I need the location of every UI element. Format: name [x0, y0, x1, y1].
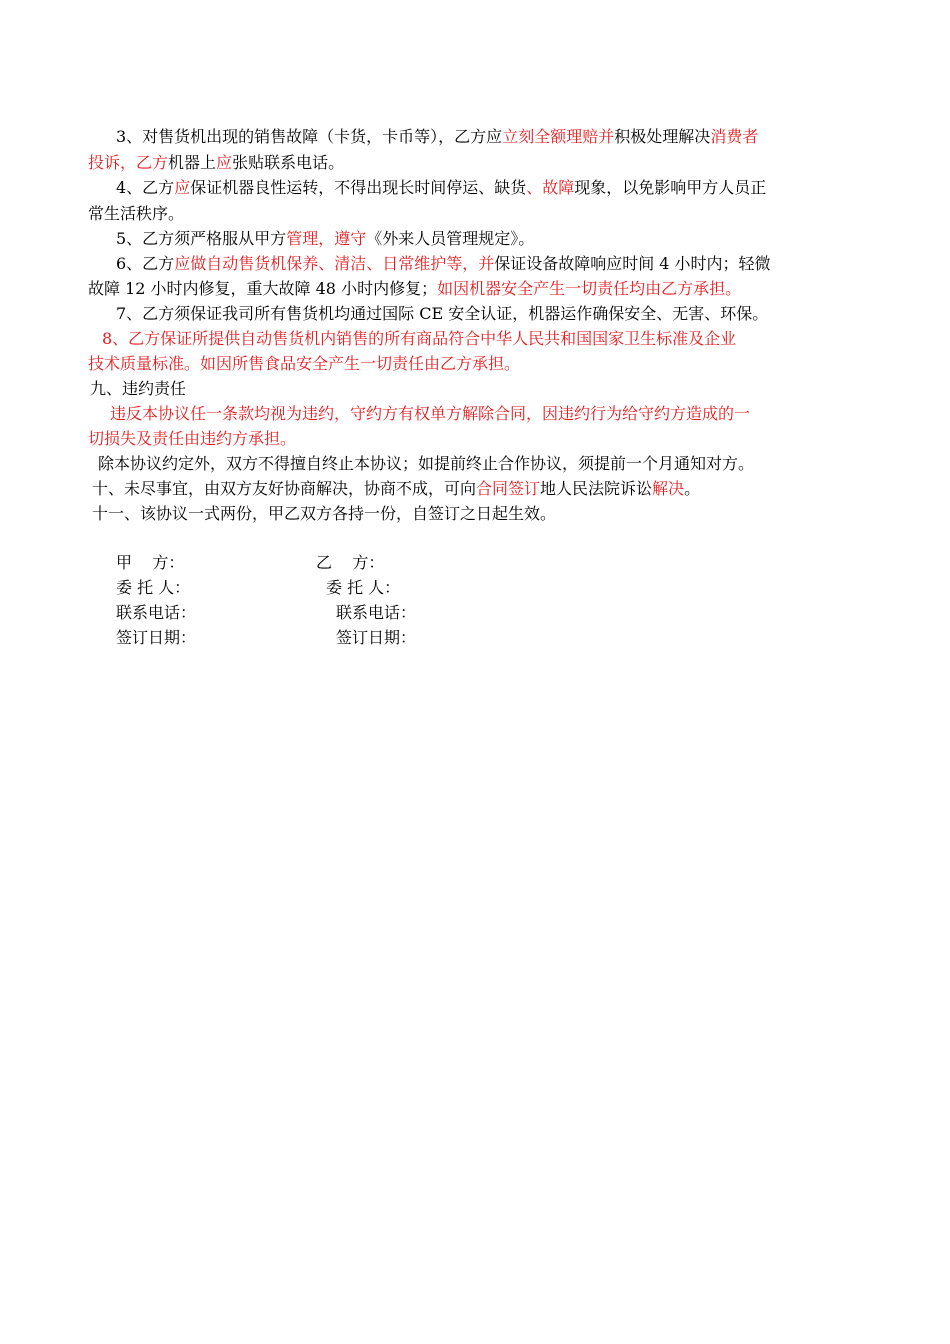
clause-6-highlight: 应做自动售货机保养、清洁、日常维护等，并 [174, 254, 495, 273]
clause-4-line-1 [88, 178, 868, 198]
section-10 [88, 479, 868, 499]
section-9-body-line-2 [88, 429, 868, 449]
termination-text: 除本协议约定外，双方不得擅自终止本协议；如提前终止合作协议，须提前一个月通知对方。 [98, 454, 755, 473]
date-a-label: 签订日期： [116, 628, 197, 647]
section-9-body-line-1 [88, 404, 868, 424]
clause-3-text: 积极处理解决 [614, 127, 711, 146]
clause-6-line-2 [88, 279, 868, 299]
clause-7 [88, 304, 868, 324]
section-10-text: 。 [684, 479, 701, 498]
clause-3-highlight: 乙方 [136, 153, 169, 172]
clause-3-text: 张贴联系电话。 [232, 153, 345, 172]
clause-4-text: 常生活秩序。 [88, 204, 185, 223]
clause-3-highlight: 消费者 [710, 127, 759, 146]
clause-3-line-2 [88, 153, 868, 173]
section-9-text: 切损失及责任由违约方承担。 [88, 429, 297, 448]
clause-6-text: 6、乙方 [116, 254, 175, 273]
clause-6-text: 故障 12 小时内修复，重大故障 48 小时内修复； [88, 279, 438, 298]
party-b-label: 乙 方： [316, 553, 385, 572]
section-11 [88, 504, 868, 524]
clause-8-text: 8、乙方保证所提供自动售货机内销售的所有商品符合中华人民共和国国家卫生标准及企业 [102, 329, 737, 348]
clause-5-text: 5、乙方须严格服从甲方 [116, 229, 287, 248]
clause-8-text: 技术质量标准。如因所售食品安全产生一切责任由乙方承担。 [88, 354, 521, 373]
clause-5 [88, 229, 868, 249]
clause-3-highlight: 立刻全额理赔并 [502, 127, 615, 146]
clause-3-text: 3、对售货机出现的销售故障（卡货，卡币等），乙方应 [116, 127, 503, 146]
clause-3-highlight: 投诉， [88, 153, 137, 172]
section-10-highlight: 合同签订 [476, 479, 541, 498]
clause-5-text: 《外来人员管理规定》。 [366, 229, 535, 248]
section-9-title [88, 379, 868, 399]
clause-7-text: 7、乙方须保证我司所有售货机均通过国际 CE 安全认证，机器运作确保安全、无害、环保。 [116, 304, 769, 323]
clause-4-text: 保证机器良性运转，不得出现长时间停运、缺货 [190, 178, 527, 197]
section-11-text: 十一、该协议一式两份，甲乙双方各持一份，自签订之日起生效。 [92, 504, 557, 523]
clause-3-line-1 [88, 127, 868, 147]
clause-4-text: 现象，以免影响甲方人员正 [574, 178, 767, 197]
agent-a-label: 委 托 人： [116, 578, 191, 597]
agent-b-label: 委 托 人： [326, 578, 401, 597]
termination-clause [88, 454, 868, 474]
clause-8-line-1 [88, 329, 868, 349]
clause-6-line-1 [88, 254, 868, 274]
section-9-heading: 九、违约责任 [90, 379, 187, 398]
clause-4-line-2 [88, 204, 868, 224]
clause-3-text: 机器上 [168, 153, 217, 172]
date-b-label: 签订日期： [336, 628, 417, 647]
phone-a-label: 联系电话： [116, 603, 197, 622]
clause-5-highlight: 管理，遵守 [286, 229, 367, 248]
clause-3-highlight: 应 [216, 153, 233, 172]
clause-4-highlight: 应 [174, 178, 191, 197]
section-9-text: 违反本协议任一条款均视为违约，守约方有权单方解除合同，因违约行为给守约方造成的一 [110, 404, 751, 423]
clause-6-text: 保证设备故障响应时间 4 小时内；轻微 [494, 254, 771, 273]
section-10-text: 十、未尽事宜，由双方友好协商解决，协商不成，可向 [92, 479, 477, 498]
clause-8-line-2 [88, 354, 868, 374]
clause-4-highlight: 、故障 [526, 178, 575, 197]
clause-6-highlight: 如因机器安全产生一切责任均由乙方承担。 [437, 279, 742, 298]
party-a-label: 甲 方： [116, 553, 185, 572]
section-10-text: 地人民法院诉讼 [540, 479, 653, 498]
phone-b-label: 联系电话： [336, 603, 417, 622]
section-10-highlight: 解决 [652, 479, 685, 498]
clause-4-text: 4、乙方 [116, 178, 175, 197]
